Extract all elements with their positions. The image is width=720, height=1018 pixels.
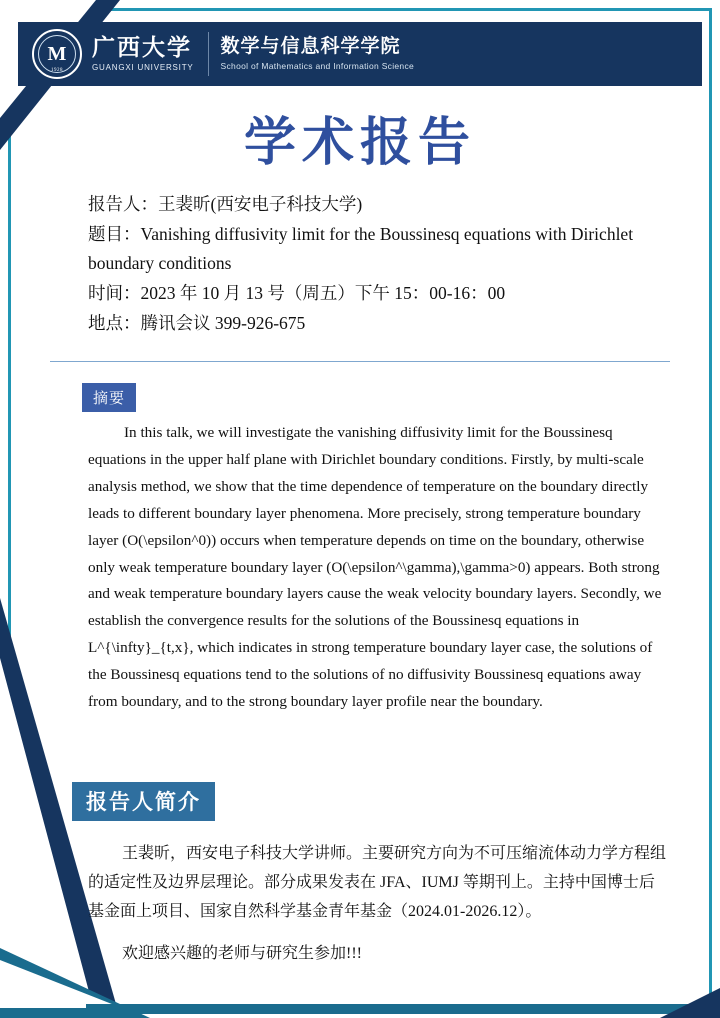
university-name-block: [92, 36, 194, 71]
school-name-block: [221, 37, 415, 71]
info-topic: 题目：Vanishing diffusivity limit for the Boussinesq equations with Dirichlet boundary conditions: [88, 224, 634, 273]
info-speaker: 报告人：王裴昕(西安电子科技大学): [88, 194, 363, 214]
page-title: 学术报告: [243, 115, 476, 172]
bio-text: 王裴昕，西安电子科技大学讲师。主要研究方向为不可压缩流体动力学方程组的适定性及边界层理论。部分成果发表在 JFA、IUMJ 等期刊上。主持中国博士后基金面上项目、国家自然科学基金青年基金（2024.01-2026.12）。: [88, 845, 667, 920]
school-name-cn: 数学与信息科学学院: [220, 36, 401, 58]
header-divider: [208, 32, 209, 76]
bio-heading: 报告人简介: [72, 782, 215, 821]
corner-decoration-bottom-left-inner: [0, 960, 122, 1008]
corner-decoration-bottom-right: [660, 988, 720, 1018]
event-info-block: [88, 190, 668, 340]
school-name-en: School of Mathematics and Information Science: [220, 60, 415, 71]
university-name-en: GUANGXI UNIVERSITY: [92, 62, 194, 72]
seal-year: 1928: [51, 68, 63, 73]
section-divider: [50, 361, 670, 362]
info-time: 时间：2023 年 10 月 13 号（周五）下午 15：00-16：00: [88, 283, 506, 304]
header-banner: [18, 22, 702, 86]
abstract-tag: 摘要: [82, 383, 136, 412]
welcome-text: 欢迎感兴趣的老师与研究生参加!!!: [122, 945, 362, 962]
university-name-cn: 广西大学: [92, 35, 192, 61]
abstract-text: In this talk, we will investigate the vanishing diffusivity limit for the Boussinesq equations in the upper half plane with Dirichlet boundary conditions. Firstly, by multi-scale analysis method, we show that the time dependence of temperature on the boundary directly leads to different boundary layer phenomena. More precisely, strong temperature boundary layer (O(\epsilon^0)) occurs when temperature depends on time on the boundary, otherwise only weak temperature boundary layer (O(\epsilon^\gamma),\gamma>0) appears. Both strong and weak temperature boundary layers cause the weak velocity boundary layers. Secondly, we establish the convergence results for the solutions of the Boussinesq equations in L^{\infty}_{t,x}, which indicates in strong temperature boundary layer case, the solutions of the Boussinesq equations tend to the solutions of no diffusivity Boussinesq equations away from boundary, and to the strong boundary layer profile near the boundary.: [88, 424, 662, 711]
info-place: 地点：腾讯会议 399-926-675: [88, 313, 306, 334]
seal-letter: M: [47, 43, 67, 65]
bottom-bar-decoration: [86, 1004, 706, 1014]
university-seal-icon: [32, 29, 82, 79]
